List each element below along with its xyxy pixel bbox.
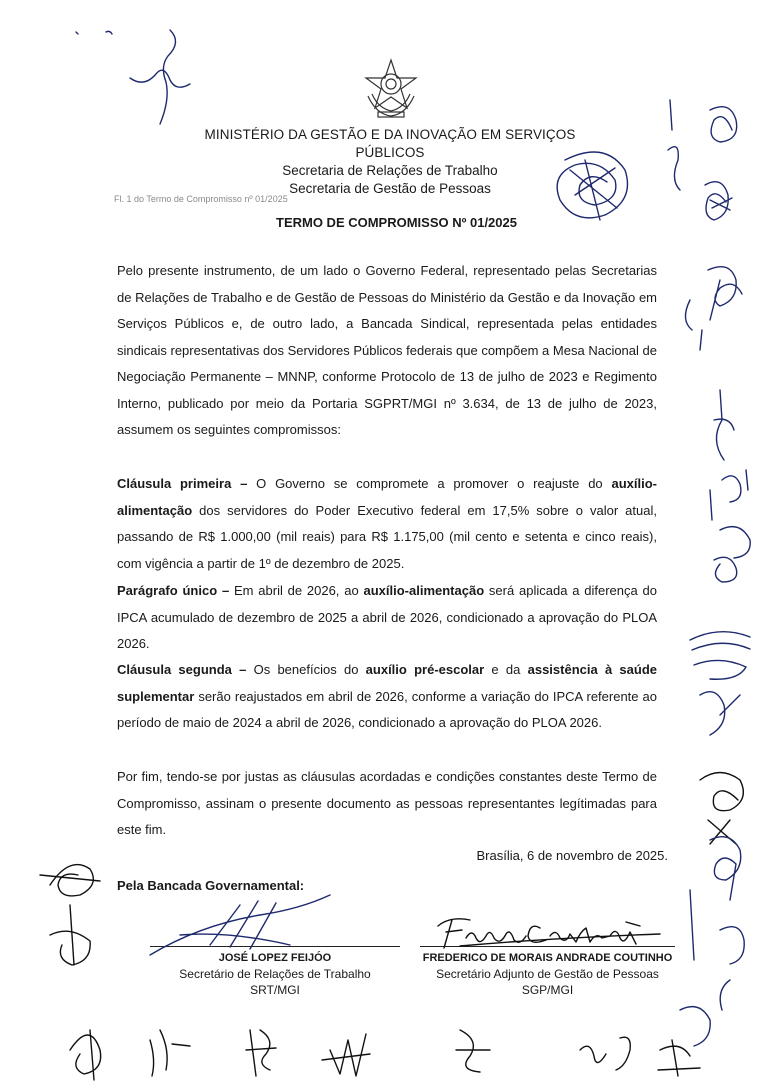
clause-first xyxy=(117,471,657,577)
document-header xyxy=(190,126,590,198)
margin-initials-right-2 xyxy=(680,260,760,360)
margin-initials-left xyxy=(30,845,130,985)
clause-first-bold: auxílio-alimentação xyxy=(117,476,657,518)
clause-first-text-b: dos servidores do Poder Executivo federal em 17,5% sobre o valor atual, passando de R$ 1.000,00 (mil reais) para R$ 1.175,00 (mil cento e setenta e cinco reais), com vigência a partir de 1º de dezembro de 2025. xyxy=(117,502,657,571)
brazil-coat-of-arms-icon xyxy=(358,56,424,122)
paragraph-unique-bold: auxílio-alimentação xyxy=(363,583,485,598)
margin-initials-right-4 xyxy=(700,460,768,590)
clause-second-bold-a: auxílio pré-escolar xyxy=(365,662,485,677)
clause-second xyxy=(117,657,657,737)
government-bench-label: Pela Bancada Governamental: xyxy=(117,878,305,893)
margin-initials-right-column xyxy=(650,90,750,250)
clause-second-label: Cláusula segunda – xyxy=(117,662,247,677)
paragraph-unique-label: Parágrafo único – xyxy=(117,583,230,598)
clause-second-text-a: Os benefícios do xyxy=(246,662,366,677)
signer2-org: SGP/MGI xyxy=(521,983,574,997)
signing-date: Brasília, 6 de novembro de 2025. xyxy=(476,848,668,863)
paragraph-unique-text-b: será aplicada a diferença do IPCA acumulado de dezembro de 2025 a abril de 2026, condicionado a aprovação do PLOA 2026. xyxy=(117,583,657,651)
intro-paragraph: Pelo presente instrumento, de um lado o Governo Federal, representado pelas Secretarias de Relações de Trabalho e de Gestão de Pessoas do Ministério da Gestão e da Inovação em Serviços Públicos e, de outro lado, a Bancada Sindical, representada pelas entidades sindicais representativas dos Servidores Públicos federais que compõem a Mesa Nacional de Negociação Permanente – MNNP, conforme Protocolo de 13 de julho de 2023 e Regimento Interno, publicado por meio da Portaria SGPRT/MGI nº 3.634, de 13 de julho de 2023, assumem os seguintes compromissos: xyxy=(117,263,657,437)
top-corner-mark xyxy=(70,24,120,44)
margin-initials-top-left xyxy=(120,22,200,132)
paragraph-unique-text-a: Em abril de 2026, ao xyxy=(229,583,364,598)
signature-frederico xyxy=(430,908,680,952)
clause-first-text-a: O Governo se compromete a promover o reajuste do xyxy=(247,476,612,491)
signature-jose-feijoo xyxy=(140,885,340,965)
signer-block-2 xyxy=(410,950,685,998)
margin-initial-scribble-1 xyxy=(545,140,645,230)
bottom-initials-row xyxy=(60,1010,710,1085)
folio-note: Fl. 1 do Termo de Compromisso nº 01/2025 xyxy=(114,194,288,204)
signer2-name: FREDERICO DE MORAIS ANDRADE COUTINHO xyxy=(422,952,673,964)
secretariat-labor: Secretaria de Relações de Trabalho xyxy=(282,163,498,178)
paragraph-unique xyxy=(117,578,657,658)
closing-paragraph: Por fim, tendo-se por justas as cláusulas acordadas e condições constantes deste Termo de Compromisso, assinam o presente documento as pessoas representantes legítimadas para este fim. xyxy=(117,769,657,837)
signer1-name: JOSÉ LOPEZ FEIJÓO xyxy=(218,952,332,964)
signer1-org: SRT/MGI xyxy=(250,983,300,997)
clause-second-bold-b: assistência à saúde suplementar xyxy=(117,662,657,704)
margin-initials-right-5 xyxy=(680,625,760,745)
secretariat-people: Secretaria de Gestão de Pessoas xyxy=(289,181,491,196)
margin-initials-right-3 xyxy=(700,380,760,470)
clause-second-text-b: e da xyxy=(484,662,528,677)
document-title: TERMO DE COMPROMISSO Nº 01/2025 xyxy=(276,215,517,230)
signer2-role: Secretário Adjunto de Gestão de Pessoas xyxy=(436,967,659,981)
signer1-role: Secretário de Relações de Trabalho xyxy=(179,967,371,981)
clause-second-text-c: serão reajustados em abril de 2026, conforme a variação do IPCA referente ao período de maio de 2024 a abril de 2026, condicionado a aprovação do PLOA 2026. xyxy=(117,688,657,730)
clause-first-label: Cláusula primeira – xyxy=(117,476,248,491)
ministry-name: MINISTÉRIO DA GESTÃO E DA INOVAÇÃO EM SERVIÇOS PÚBLICOS xyxy=(204,127,576,160)
